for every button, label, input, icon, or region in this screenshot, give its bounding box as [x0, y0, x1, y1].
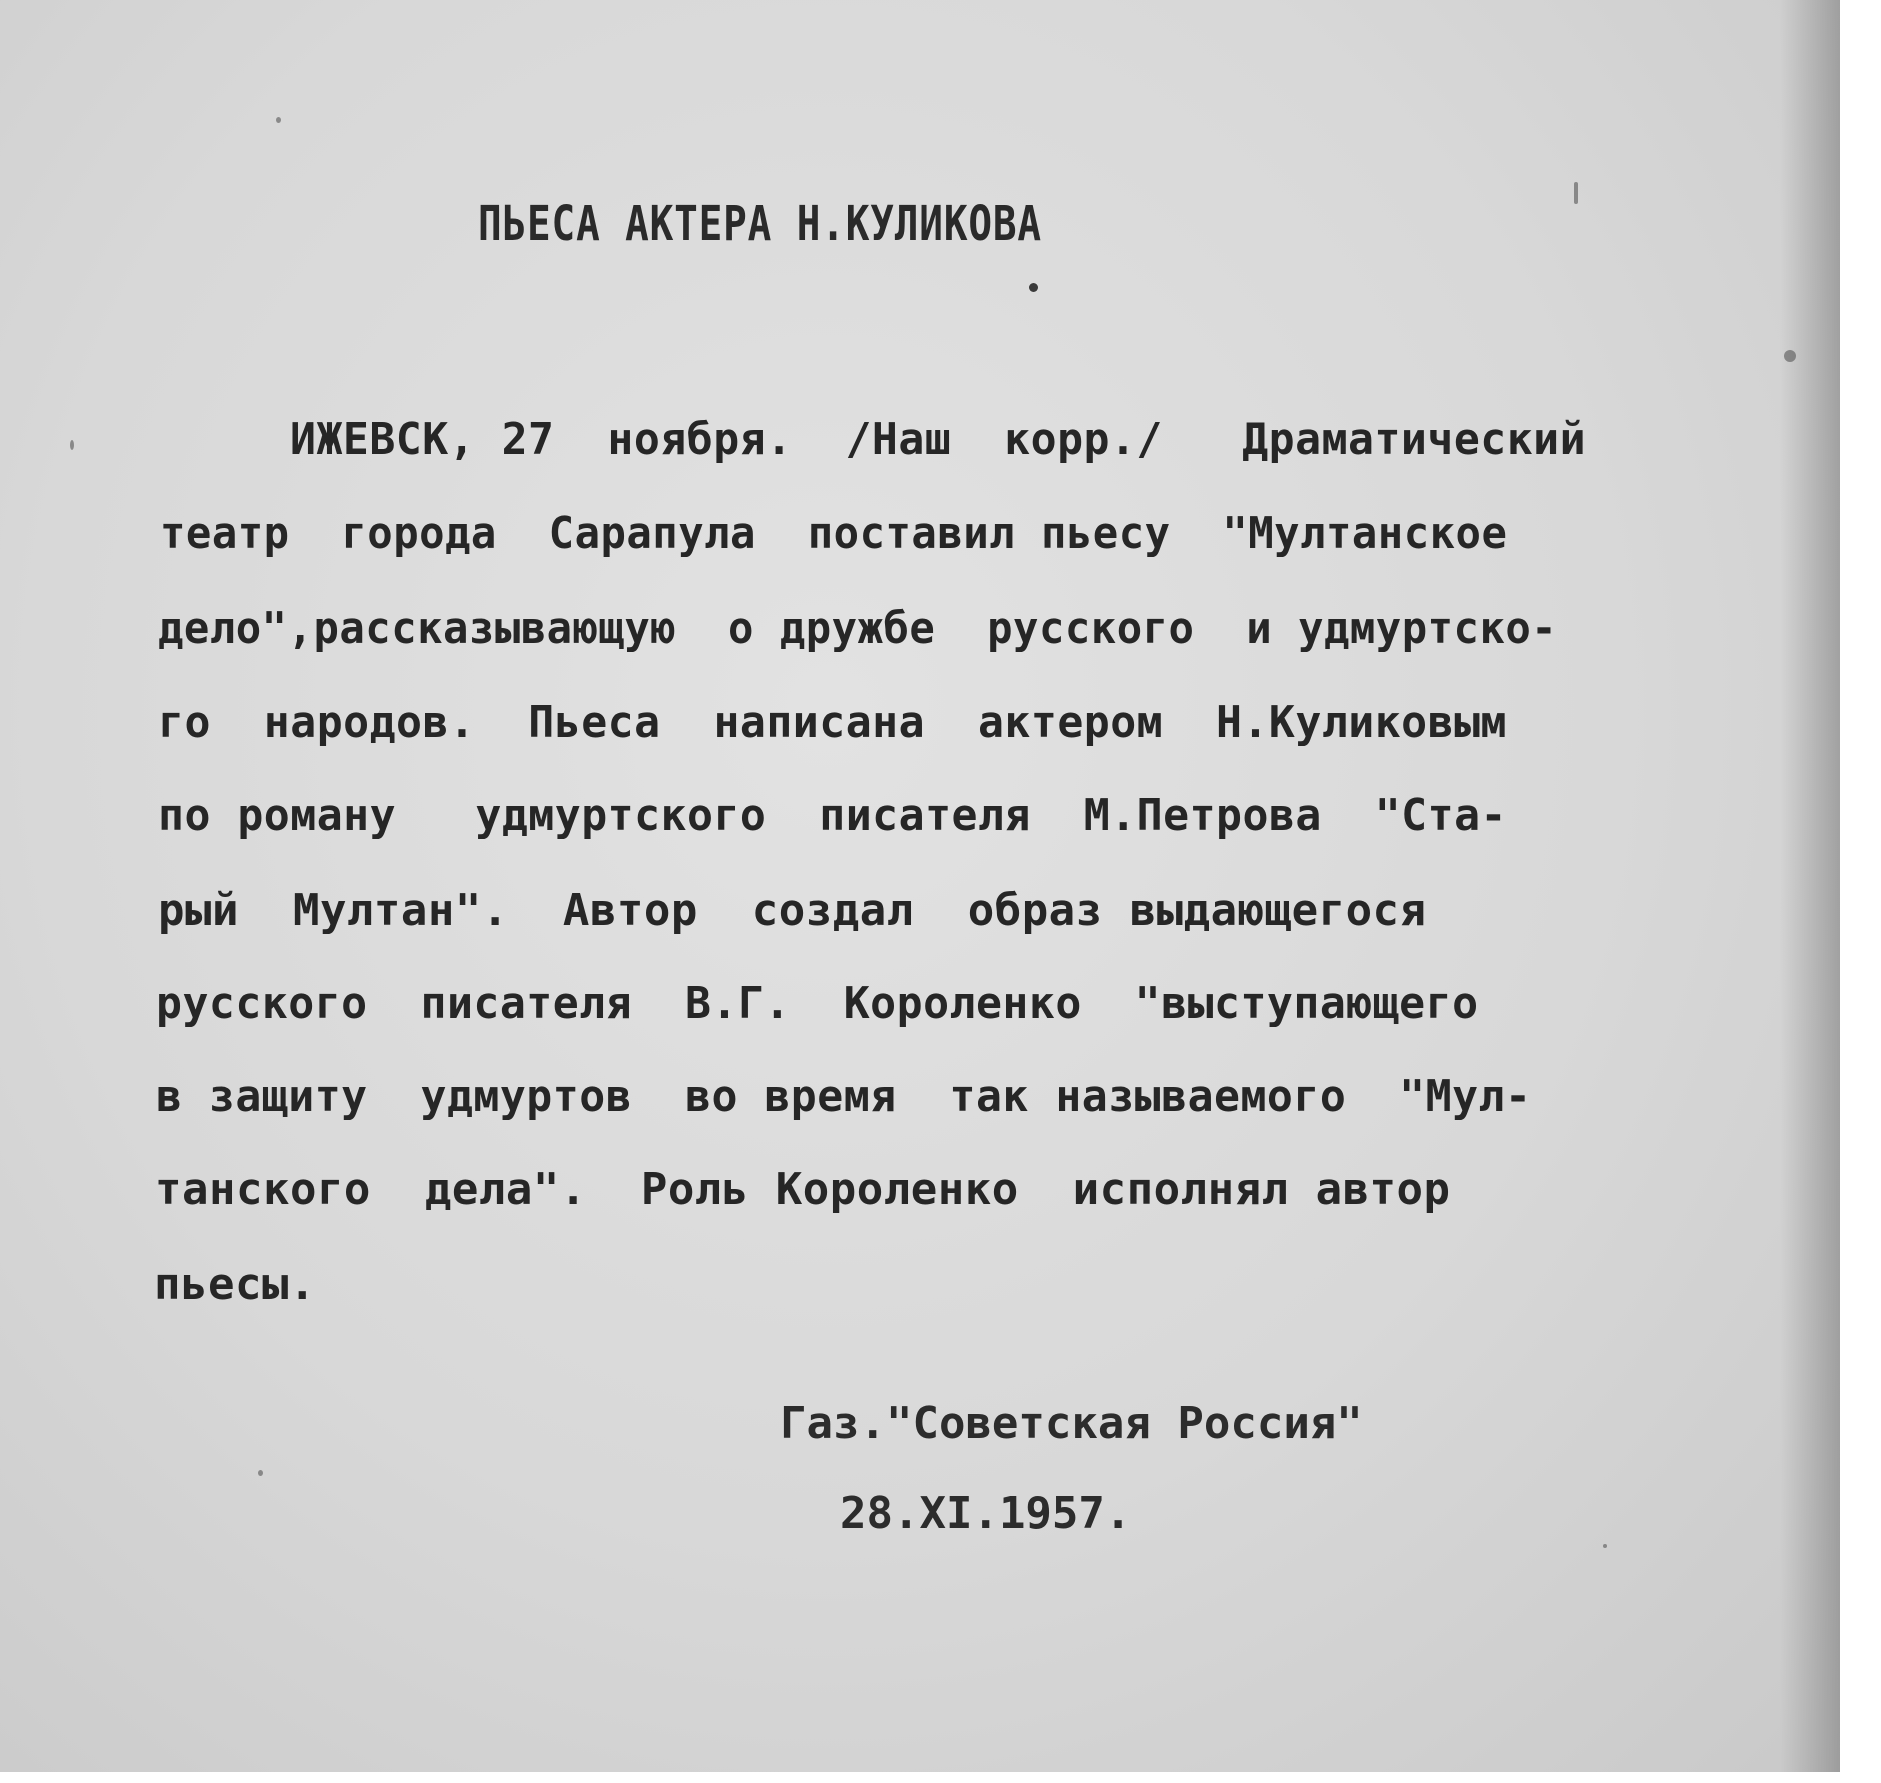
body-line: го народов. Пьеса написана актером Н.Куликовым [158, 697, 1507, 748]
body-line: ИЖЕВСК, 27 ноября. /Наш корр./ Драматический [290, 414, 1587, 465]
page-edge-shadow [1780, 0, 1840, 1772]
paper-speck [1784, 350, 1796, 362]
paper-speck [1574, 182, 1578, 204]
body-line: театр города Сарапула поставил пьесу "Мултанское [160, 508, 1508, 559]
body-line: по роману удмуртского писателя М.Петрова "Ста- [158, 790, 1507, 841]
body-line: рый Мултан". Автор создал образ выдающегося [158, 885, 1427, 936]
body-line: пьесы. [154, 1259, 316, 1310]
paper-speck [258, 1470, 263, 1476]
title-dot [1029, 283, 1038, 292]
body-line: танского дела". Роль Короленко исполнял автор [155, 1164, 1451, 1215]
body-line: дело",рассказывающую о дружбе русского и удмуртско- [158, 603, 1558, 654]
paper-speck [70, 440, 74, 450]
source-date: 28.XI.1957. [840, 1488, 1132, 1539]
paper-speck [1603, 1544, 1607, 1548]
document-title: ПЬЕСА АКТЕРА Н.КУЛИКОВА [478, 196, 1042, 252]
body-line: в защиту удмуртов во время так называемого "Мул- [156, 1071, 1532, 1122]
paper-speck [276, 117, 281, 123]
body-line: русского писателя В.Г. Короленко "выступающего [156, 978, 1479, 1029]
source-newspaper: Газ."Советская Россия" [780, 1398, 1363, 1449]
